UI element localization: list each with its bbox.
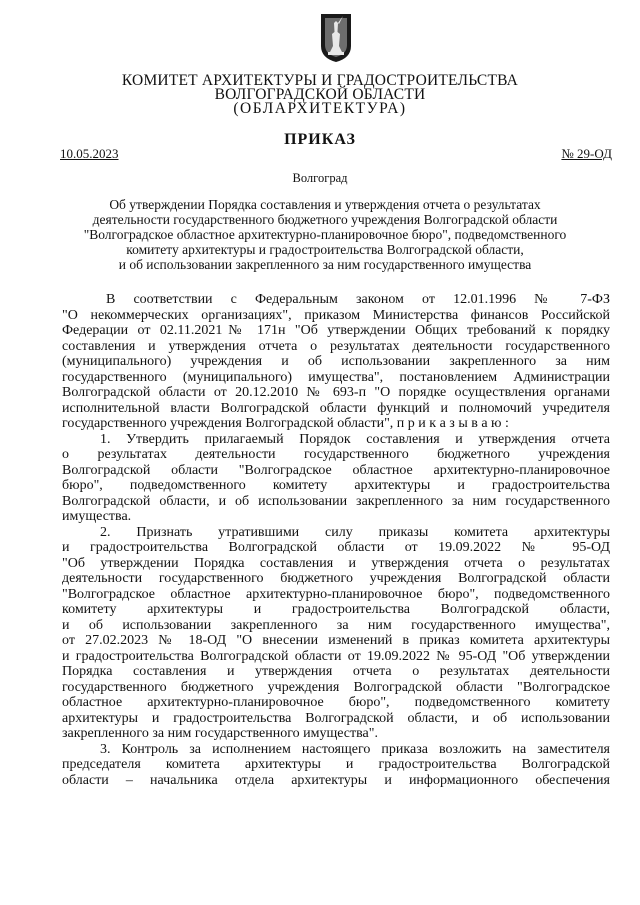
preamble-paragraph — [62, 292, 610, 432]
text-line: Порядка составления и утверждения отчета о результатах деятельности — [62, 664, 610, 679]
text-line: закрепленного за ним государственного имущества". — [62, 726, 378, 741]
text-line: государственного (муниципального) имущества", постановлением Администрации — [62, 369, 610, 385]
text-line: архитектуры и градостроительства Волгоградской области, и об использовании — [62, 710, 610, 726]
text-line: комитету архитектуры и градостроительства Волгоградской области, — [62, 602, 610, 617]
text-line: Волгоградской области, и об использовании закрепленного за ним государственного — [62, 493, 610, 509]
text-line: 3. Контроль за исполнением настоящего приказа возложить на заместителя — [100, 741, 610, 757]
volgograd-coat-of-arms-icon — [319, 12, 353, 64]
text-line: председателя комитета архитектуры и градостроительства Волгоградской — [62, 757, 610, 772]
text-line: (муниципального) учреждения и об использовании закрепленного за ним — [62, 354, 610, 369]
text-line: и градостроительства Волгоградской области от 19.09.2022 № 95-ОД "Об утверждении — [62, 648, 610, 664]
document-title — [70, 197, 580, 272]
text-line: областное архитектурно-планировочное бюро", подведомственного комитету — [62, 695, 610, 710]
text-line: 2. Признать утратившими силу приказы комитета архитектуры — [100, 524, 610, 540]
text-line: и об использовании закрепленного за ним государственного имущества", — [62, 617, 610, 633]
text-line: "Волгоградское областное архитектурно-планировочное бюро", подведомственного — [62, 586, 610, 602]
text-line: составления и утверждения отчета о результатах деятельности государственного — [62, 338, 610, 354]
title-line: Об утверждении Порядка составления и утверждения отчета о результатах — [109, 197, 541, 212]
document-date: 10.05.2023 — [60, 146, 119, 161]
text-line: Волгоградской области от 20.12.2010 № 693-п "О порядке осуществления органами — [62, 385, 610, 400]
text-line: Волгоградской области "Волгоградское областное архитектурно-планировочное — [62, 462, 610, 478]
text-line: "Об утверждении Порядка составления и утверждения отчета о результатах — [62, 555, 610, 571]
text-line: государственного учреждения Волгоградской области", п р и к а з ы в а ю : — [62, 416, 509, 431]
text-line: "О некоммерческих организациях", приказом Министерства финансов Российской — [62, 307, 610, 323]
text-line: о результатах деятельности государственного бюджетного учреждения — [62, 447, 610, 462]
text-line: Федерации от 02.11.2021№ 171н "Об утверждении Общих требований к порядку — [62, 323, 610, 338]
title-line: деятельности государственного бюджетного учреждения Волгоградской области — [92, 212, 558, 227]
text-line: 1. Утвердить прилагаемый Порядок составления и утверждения отчета — [100, 431, 610, 447]
clause-1-paragraph — [62, 432, 610, 525]
text-line: В соответствии с Федеральным законом от 12.01.1996 № 7-ФЗ — [106, 292, 610, 307]
document-type: ПРИКАЗ — [284, 131, 356, 148]
text-line: и градостроительства Волгоградской области от 19.09.2022 № 95-ОД — [62, 540, 610, 555]
text-line: имущества. — [62, 509, 132, 524]
text-line: исполнительной власти Волгоградской области функций и полномочий учредителя — [62, 400, 610, 416]
org-abbreviation: (ОБЛАРХИТЕКТУРА) — [233, 100, 407, 117]
text-line: от 27.02.2023 № 18-ОД "О внесении изменений в приказ комитета архитектуры — [62, 633, 610, 648]
title-line: и об использовании закрепленного за ним государственного имущества — [118, 257, 532, 272]
title-line: "Волгоградское областное архитектурно-планировочное бюро", подведомственного — [83, 227, 567, 242]
text-line: государственного бюджетного учреждения Волгоградской области "Волгоградское — [62, 679, 610, 695]
org-name-line-1: КОМИТЕТ АРХИТЕКТУРЫ И ГРАДОСТРОИТЕЛЬСТВА — [121, 72, 519, 89]
document-city: Волгоград — [292, 171, 348, 185]
clause-2-paragraph — [62, 525, 610, 742]
clause-3-paragraph — [62, 742, 610, 789]
document-body — [62, 292, 610, 788]
text-line: деятельности государственного бюджетного учреждения Волгоградской области — [62, 571, 610, 586]
document-number: № 29-ОД — [561, 146, 612, 161]
text-line: бюро", подведомственного комитету архитектуры и градостроительства — [62, 478, 610, 493]
org-name-line-2: ВОЛГОГРАДСКОЙ ОБЛАСТИ — [214, 86, 426, 103]
text-line: области – начальника отдела архитектуры и информационного обеспечения — [62, 772, 610, 788]
title-line: комитету архитектуры и градостроительства Волгоградской области, — [126, 242, 524, 257]
